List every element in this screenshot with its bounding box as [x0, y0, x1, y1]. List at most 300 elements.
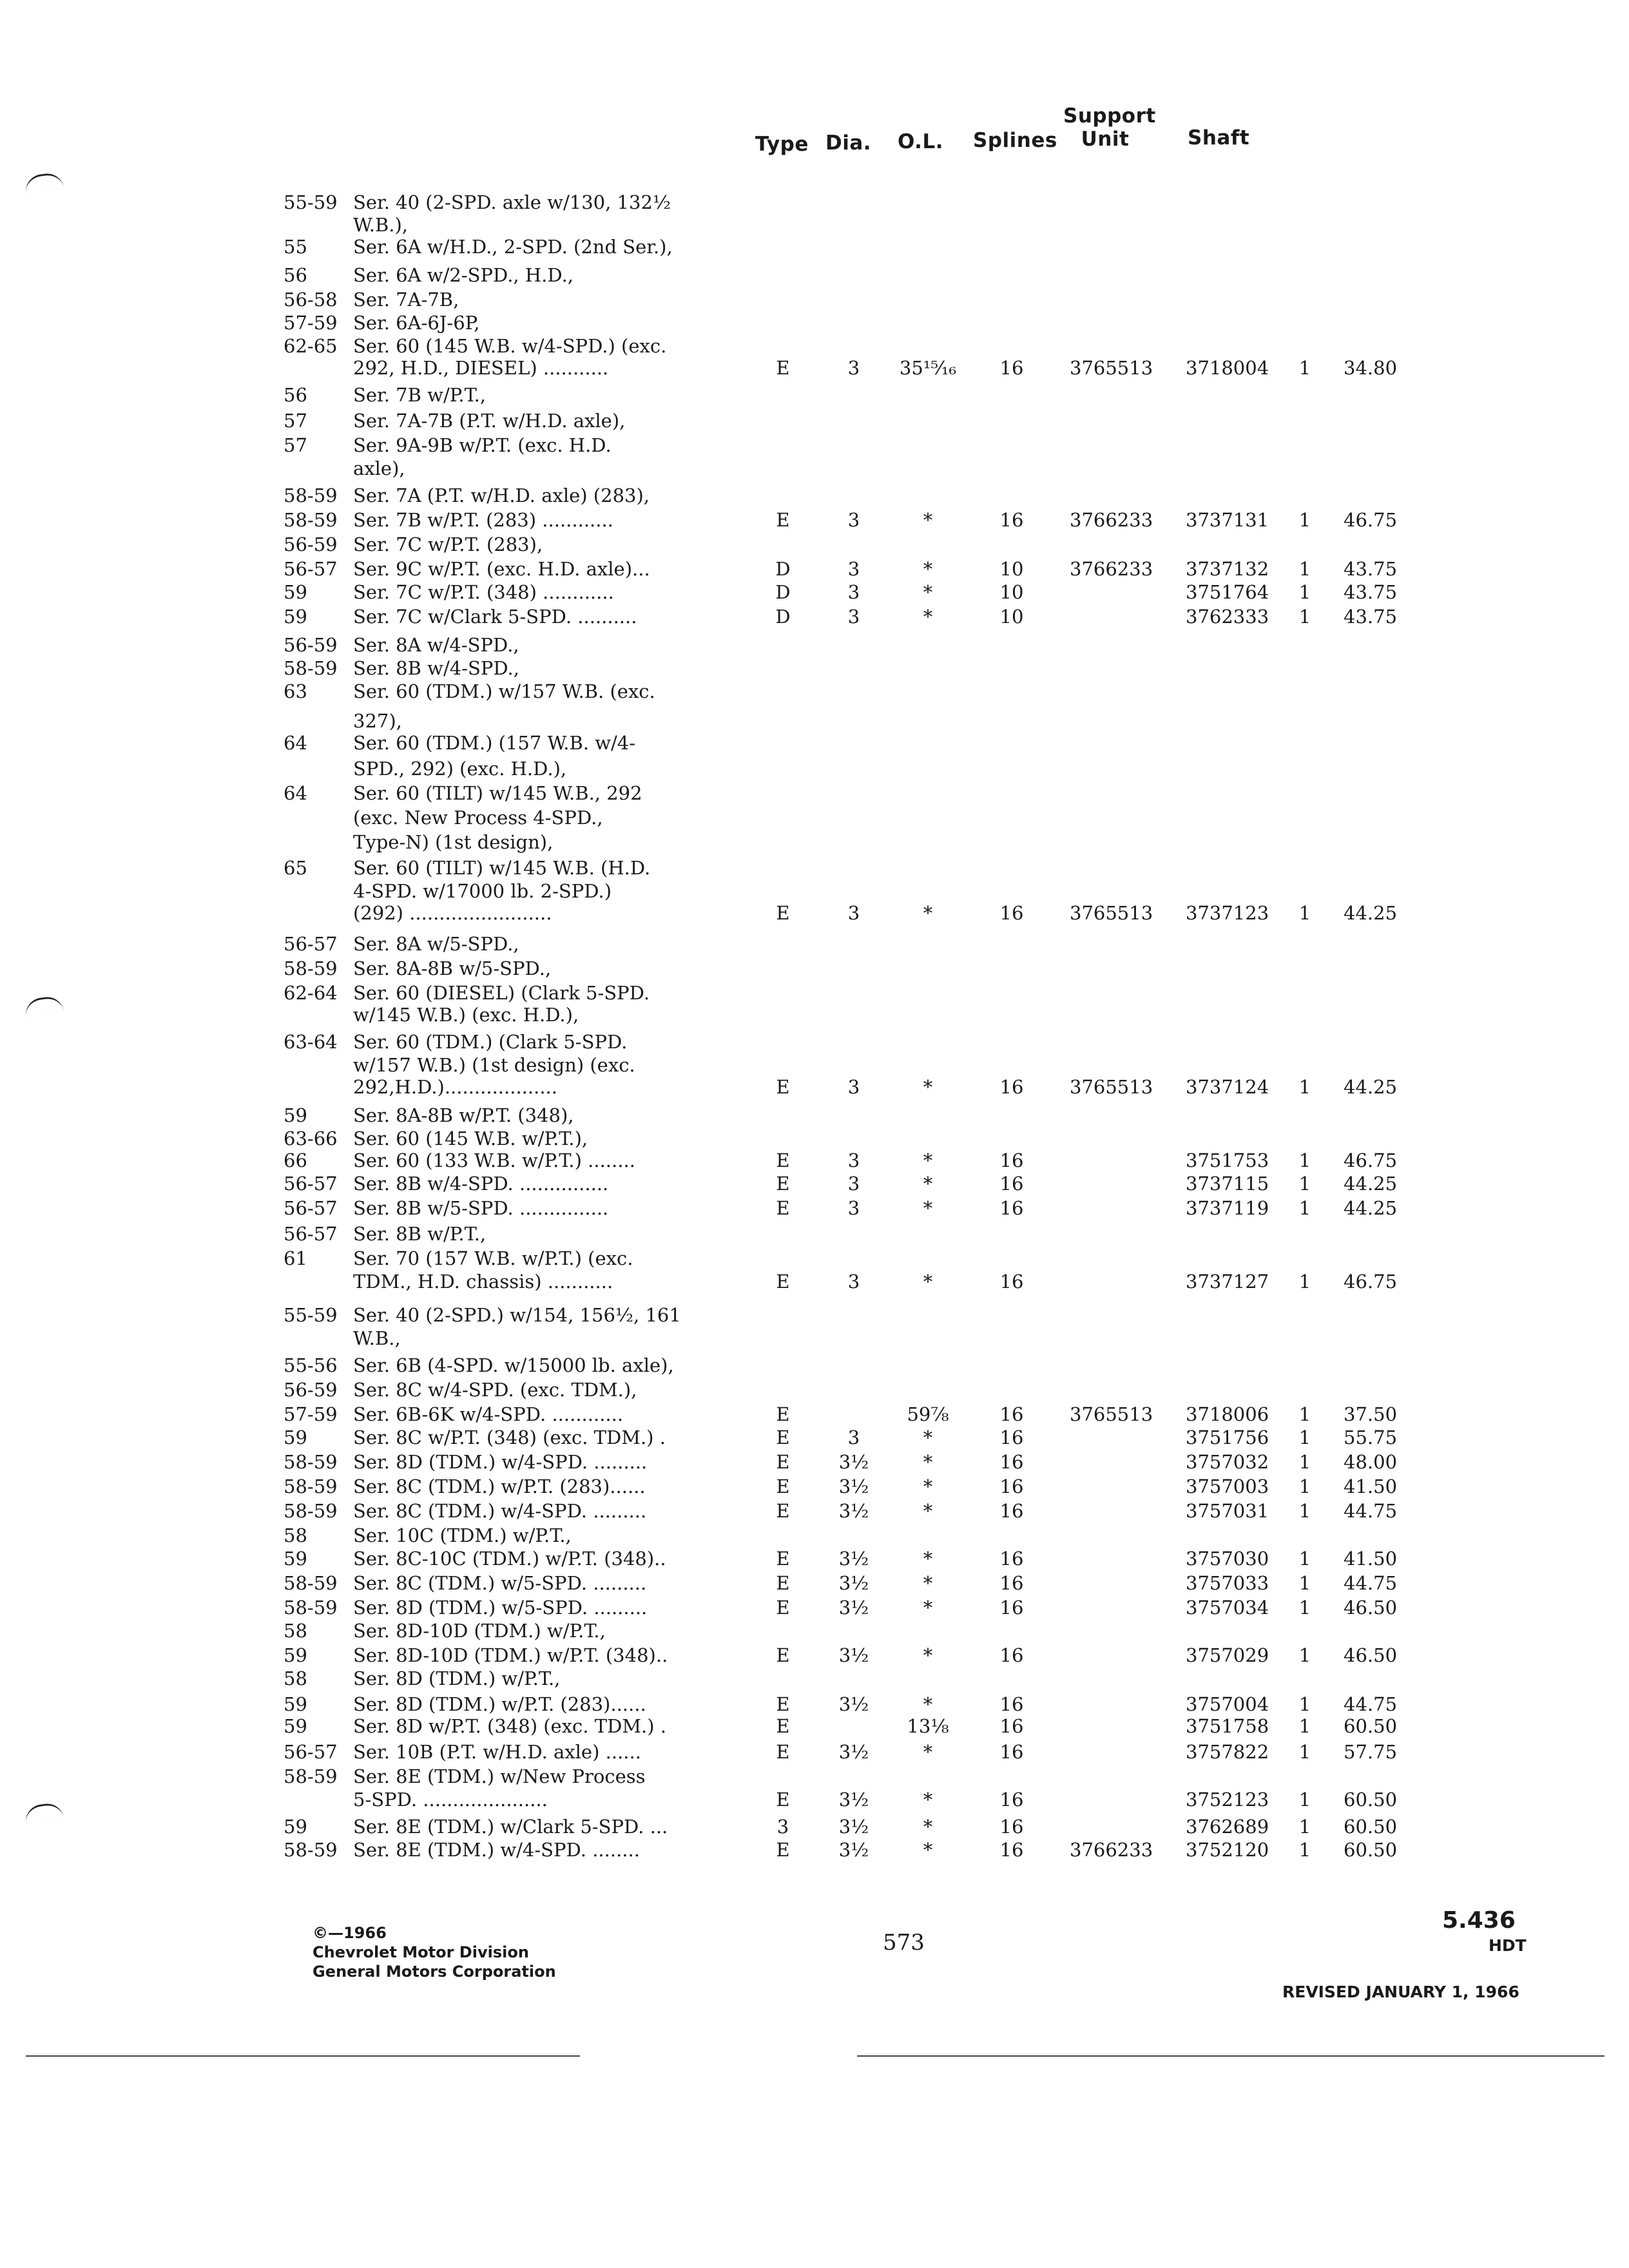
- row-year: 58: [284, 1620, 307, 1642]
- row-year: 62-64: [284, 982, 338, 1004]
- row-ol: *: [923, 1173, 933, 1195]
- row-dia: 3: [847, 902, 860, 924]
- row-dia: 3½: [838, 1693, 869, 1715]
- division-name: Chevrolet Motor Division: [313, 1943, 529, 1961]
- row-description: Ser. 7B w/P.T.,: [353, 384, 487, 406]
- row-splines: 16: [999, 1149, 1024, 1171]
- row-dia: 3: [847, 1427, 860, 1448]
- row-ol: *: [923, 581, 933, 603]
- row-description: Ser. 7A-7B,: [353, 289, 459, 311]
- row-shaft: 3757029: [1186, 1644, 1269, 1666]
- table-row: [0, 1196, 1629, 1222]
- row-splines: 16: [999, 1644, 1024, 1666]
- table-row: [0, 1246, 1629, 1272]
- row-qty: 1: [1298, 1741, 1311, 1763]
- row-type: E: [776, 1197, 790, 1219]
- table-row: [0, 235, 1629, 260]
- row-qty: 1: [1298, 1475, 1311, 1497]
- row-splines: 10: [999, 581, 1024, 603]
- row-qty: 1: [1298, 1572, 1311, 1594]
- row-price: 60.50: [1344, 1839, 1398, 1861]
- row-shaft: 3737119: [1186, 1197, 1269, 1219]
- table-row: [0, 1378, 1629, 1403]
- row-year: 58-59: [284, 1597, 338, 1619]
- row-ol: *: [923, 1693, 933, 1715]
- row-description: Ser. 60 (TDM.) (157 W.B. w/4-: [353, 732, 636, 754]
- row-shaft: 3737132: [1186, 558, 1269, 580]
- table-row: [0, 311, 1629, 336]
- row-year: 56-59: [284, 1379, 338, 1401]
- row-support-unit: 3765513: [1070, 1403, 1153, 1425]
- row-description: Ser. 8C (TDM.) w/5-SPD. .........: [353, 1572, 647, 1594]
- table-row: [0, 1643, 1629, 1669]
- row-type: E: [776, 1715, 790, 1737]
- row-price: 37.50: [1344, 1403, 1398, 1425]
- row-ol: *: [923, 1271, 933, 1293]
- table-row: [0, 1222, 1629, 1247]
- row-price: 43.75: [1344, 581, 1398, 603]
- table-row: [0, 1075, 1629, 1100]
- row-qty: 1: [1298, 1427, 1311, 1448]
- row-year: 59: [284, 606, 307, 628]
- table-row: [0, 1103, 1629, 1129]
- row-qty: 1: [1298, 1816, 1311, 1838]
- row-description: Ser. 60 (145 W.B. w/4-SPD.) (exc.: [353, 335, 667, 357]
- row-shaft: 3752120: [1186, 1839, 1269, 1861]
- row-description: axle),: [353, 457, 405, 479]
- row-ol: *: [923, 1597, 933, 1619]
- table-row: [0, 580, 1629, 606]
- table-row: [0, 1326, 1629, 1352]
- row-description: Ser. 10C (TDM.) w/P.T.,: [353, 1524, 572, 1546]
- footer-publisher: [313, 1923, 556, 1981]
- row-description: Ser. 8A-8B w/5-SPD.,: [353, 957, 552, 979]
- table-row: [0, 1474, 1629, 1500]
- row-year: 58: [284, 1524, 307, 1546]
- row-ol: 59⅞: [907, 1403, 949, 1425]
- row-splines: 16: [999, 1715, 1024, 1737]
- row-qty: 1: [1298, 1839, 1311, 1861]
- row-year: 59: [284, 1693, 307, 1715]
- row-ol: *: [923, 1741, 933, 1763]
- row-ol: *: [923, 1451, 933, 1473]
- table-row: [0, 1425, 1629, 1451]
- row-year: 58: [284, 1667, 307, 1689]
- table-row: [0, 1666, 1629, 1692]
- row-price: 44.75: [1344, 1572, 1398, 1594]
- row-description: SPD., 292) (exc. H.D.),: [353, 758, 567, 780]
- row-year: 56-57: [284, 1197, 338, 1219]
- row-dia: 3½: [838, 1548, 869, 1570]
- row-description: Ser. 60 (TDM.) (Clark 5-SPD.: [353, 1031, 628, 1053]
- table-row: [0, 1030, 1629, 1055]
- row-shaft: 3762333: [1186, 606, 1269, 628]
- row-description: Ser. 8A w/5-SPD.,: [353, 933, 519, 955]
- row-year: 58-59: [284, 1451, 338, 1473]
- row-dia: 3: [847, 1173, 860, 1195]
- row-price: 44.25: [1344, 1076, 1398, 1098]
- row-ol: *: [923, 558, 933, 580]
- row-type: E: [776, 1693, 790, 1715]
- row-dia: 3: [847, 509, 860, 531]
- row-qty: 1: [1298, 1197, 1311, 1219]
- row-description: W.B.),: [353, 214, 409, 236]
- row-qty: 1: [1298, 1271, 1311, 1293]
- row-qty: 1: [1298, 1076, 1311, 1098]
- corporation-name: General Motors Corporation: [313, 1963, 556, 1981]
- row-shaft: 3737124: [1186, 1076, 1269, 1098]
- row-splines: 16: [999, 1197, 1024, 1219]
- row-year: 58-59: [284, 485, 338, 506]
- row-type: E: [776, 902, 790, 924]
- row-qty: 1: [1298, 1149, 1311, 1171]
- table-row: [0, 1003, 1629, 1028]
- row-description: Ser. 40 (2-SPD. axle w/130, 132½: [353, 191, 671, 213]
- table-row: [0, 604, 1629, 630]
- row-dia: 3½: [838, 1572, 869, 1594]
- row-qty: 1: [1298, 357, 1311, 379]
- row-description: Ser. 8C-10C (TDM.) w/P.T. (348)..: [353, 1548, 666, 1570]
- table-row: [0, 1595, 1629, 1621]
- table-row: [0, 901, 1629, 927]
- row-year: 62-65: [284, 335, 338, 357]
- table-row: [0, 656, 1629, 682]
- table-row: [0, 1523, 1629, 1549]
- row-type: D: [775, 581, 791, 603]
- row-ol: *: [923, 1548, 933, 1570]
- row-dia: 3½: [838, 1475, 869, 1497]
- row-description: Ser. 8D-10D (TDM.) w/P.T. (348)..: [353, 1644, 668, 1666]
- row-year: 58-59: [284, 1475, 338, 1497]
- copyright: ©—1966: [313, 1924, 387, 1942]
- row-description: Ser. 8D (TDM.) w/5-SPD. .........: [353, 1597, 648, 1619]
- row-qty: 1: [1298, 1548, 1311, 1570]
- row-qty: 1: [1298, 1500, 1311, 1522]
- table-row: [0, 781, 1629, 807]
- row-year: 63: [284, 680, 307, 702]
- row-shaft: 3757004: [1186, 1693, 1269, 1715]
- row-type: E: [776, 1500, 790, 1522]
- row-shaft: 3751753: [1186, 1149, 1269, 1171]
- row-qty: 1: [1298, 1173, 1311, 1195]
- row-description: Ser. 7C w/P.T. (348) ............: [353, 581, 614, 603]
- row-splines: 16: [999, 902, 1024, 924]
- row-description: Ser. 60 (TDM.) w/157 W.B. (exc.: [353, 680, 655, 702]
- row-year: 57-59: [284, 312, 338, 334]
- row-type: E: [776, 509, 790, 531]
- row-year: 63-66: [284, 1128, 338, 1149]
- row-dia: 3½: [838, 1451, 869, 1473]
- row-support-unit: 3765513: [1070, 1076, 1153, 1098]
- row-splines: 16: [999, 1475, 1024, 1497]
- row-ol: *: [923, 1076, 933, 1098]
- row-qty: 1: [1298, 1715, 1311, 1737]
- row-ol: *: [923, 902, 933, 924]
- row-dia: 3: [847, 1197, 860, 1219]
- row-splines: 16: [999, 1500, 1024, 1522]
- table-row: [0, 287, 1629, 313]
- row-description: Ser. 10B (P.T. w/H.D. axle) ......: [353, 1741, 641, 1763]
- row-description: w/157 W.B.) (1st design) (exc.: [353, 1054, 635, 1076]
- row-shaft: 3737123: [1186, 902, 1269, 924]
- table-row: [0, 508, 1629, 533]
- row-description: Ser. 8A w/4-SPD.,: [353, 634, 519, 656]
- row-qty: 1: [1298, 606, 1311, 628]
- row-splines: 16: [999, 509, 1024, 531]
- row-shaft: 3737115: [1186, 1173, 1269, 1195]
- row-type: E: [776, 1076, 790, 1098]
- header-dia: Dia.: [825, 131, 872, 155]
- row-year: 58-59: [284, 1839, 338, 1861]
- row-description: w/145 W.B.) (exc. H.D.),: [353, 1004, 579, 1026]
- row-price: 55.75: [1344, 1427, 1398, 1448]
- table-row: [0, 1546, 1629, 1572]
- row-dia: 3: [847, 357, 860, 379]
- row-description: Ser. 6A-6J-6P,: [353, 312, 480, 334]
- row-ol: *: [923, 1149, 933, 1171]
- row-description: Ser. 8D w/P.T. (348) (exc. TDM.) .: [353, 1715, 666, 1737]
- row-description: Ser. 60 (133 W.B. w/P.T.) ........: [353, 1149, 635, 1171]
- table-row: [0, 956, 1629, 982]
- header-support-line1: Support: [1063, 104, 1156, 128]
- row-shaft: 3757030: [1186, 1548, 1269, 1570]
- row-ol: *: [923, 1475, 933, 1497]
- row-description: 292, H.D., DIESEL) ...........: [353, 357, 609, 379]
- row-ol: *: [923, 1816, 933, 1838]
- row-price: 44.25: [1344, 1173, 1398, 1195]
- row-splines: 10: [999, 558, 1024, 580]
- table-row: [0, 830, 1629, 856]
- row-price: 60.50: [1344, 1789, 1398, 1811]
- table-row: [0, 557, 1629, 582]
- row-description: Ser. 7A (P.T. w/H.D. axle) (283),: [353, 485, 650, 506]
- row-description: Ser. 7C w/Clark 5-SPD. ..........: [353, 606, 637, 628]
- header-support-unit: [1063, 104, 1156, 151]
- row-ol: *: [923, 606, 933, 628]
- row-description: Ser. 8B w/4-SPD.,: [353, 657, 519, 679]
- table-row: [0, 1838, 1629, 1863]
- row-description: Ser. 8A-8B w/P.T. (348),: [353, 1104, 574, 1126]
- row-shaft: 3751758: [1186, 1715, 1269, 1737]
- row-year: 57: [284, 434, 307, 456]
- row-dia: 3½: [838, 1741, 869, 1763]
- row-price: 41.50: [1344, 1475, 1398, 1497]
- row-splines: 16: [999, 1597, 1024, 1619]
- row-qty: 1: [1298, 1789, 1311, 1811]
- row-description: Ser. 6B-6K w/4-SPD. ............: [353, 1403, 624, 1425]
- row-year: 59: [284, 1715, 307, 1737]
- row-description: (292) ........................: [353, 902, 552, 924]
- row-shaft: 3737131: [1186, 509, 1269, 531]
- row-ol: *: [923, 1500, 933, 1522]
- row-year: 58-59: [284, 1765, 338, 1787]
- row-description: TDM., H.D. chassis) ...........: [353, 1271, 613, 1293]
- row-type: E: [776, 1475, 790, 1497]
- row-year: 59: [284, 1816, 307, 1838]
- row-type: D: [775, 558, 791, 580]
- row-type: E: [776, 1271, 790, 1293]
- row-description: Type-N) (1st design),: [353, 831, 554, 853]
- row-splines: 16: [999, 357, 1024, 379]
- row-dia: 3½: [838, 1644, 869, 1666]
- row-year: 66: [284, 1149, 307, 1171]
- row-price: 46.50: [1344, 1597, 1398, 1619]
- row-year: 56: [284, 384, 307, 406]
- row-shaft: 3762689: [1186, 1816, 1269, 1838]
- row-description: Ser. 8E (TDM.) w/Clark 5-SPD. ...: [353, 1816, 668, 1838]
- row-ol: *: [923, 1427, 933, 1448]
- row-support-unit: 3766233: [1070, 1839, 1153, 1861]
- row-price: 43.75: [1344, 606, 1398, 628]
- header-support-line2: Unit: [1081, 128, 1130, 151]
- row-description: Ser. 8D (TDM.) w/P.T.,: [353, 1667, 561, 1689]
- row-description: Ser. 8D (TDM.) w/P.T. (283)......: [353, 1693, 646, 1715]
- row-year: 64: [284, 732, 307, 754]
- row-year: 59: [284, 1104, 307, 1126]
- row-splines: 16: [999, 1816, 1024, 1838]
- header-splines: Splines: [973, 129, 1057, 152]
- table-row: [0, 433, 1629, 459]
- row-description: Ser. 8C w/4-SPD. (exc. TDM.),: [353, 1379, 637, 1401]
- table-row: [0, 1148, 1629, 1174]
- table-row: [0, 932, 1629, 957]
- row-splines: 10: [999, 606, 1024, 628]
- row-splines: 16: [999, 1173, 1024, 1195]
- row-year: 58-59: [284, 957, 338, 979]
- row-year: 56-57: [284, 1741, 338, 1763]
- row-dia: 3½: [838, 1839, 869, 1861]
- row-shaft: 3751756: [1186, 1427, 1269, 1448]
- row-dia: 3: [847, 606, 860, 628]
- row-type: E: [776, 1741, 790, 1763]
- table-row: [0, 408, 1629, 434]
- row-type: E: [776, 1427, 790, 1448]
- row-description: (exc. New Process 4-SPD.,: [353, 807, 603, 829]
- row-splines: 16: [999, 1741, 1024, 1763]
- row-ol: *: [923, 1839, 933, 1861]
- page-number: 573: [883, 1930, 925, 1956]
- row-description: Ser. 8B w/5-SPD. ...............: [353, 1197, 609, 1219]
- row-price: 44.25: [1344, 1197, 1398, 1219]
- row-splines: 16: [999, 1403, 1024, 1425]
- table-row: [0, 1814, 1629, 1840]
- table-row: [0, 679, 1629, 705]
- row-type: E: [776, 1839, 790, 1861]
- row-year: 59: [284, 1548, 307, 1570]
- row-ol: 13⅛: [907, 1715, 949, 1737]
- bottom-rule: [26, 2055, 580, 2057]
- row-year: 58-59: [284, 509, 338, 531]
- row-description: Ser. 60 (DIESEL) (Clark 5-SPD.: [353, 982, 650, 1004]
- row-shaft: 3757003: [1186, 1475, 1269, 1497]
- row-price: 46.75: [1344, 1271, 1398, 1293]
- table-row: [0, 1402, 1629, 1428]
- row-ol: *: [923, 509, 933, 531]
- row-year: 56-57: [284, 1173, 338, 1195]
- row-price: 44.75: [1344, 1500, 1398, 1522]
- row-price: 46.50: [1344, 1644, 1398, 1666]
- row-type: E: [776, 1789, 790, 1811]
- row-shaft: 3737127: [1186, 1271, 1269, 1293]
- row-dia: 3½: [838, 1500, 869, 1522]
- row-year: 59: [284, 1644, 307, 1666]
- row-year: 59: [284, 1427, 307, 1448]
- row-year: 56: [284, 264, 307, 286]
- row-price: 57.75: [1344, 1741, 1398, 1763]
- row-splines: 16: [999, 1548, 1024, 1570]
- table-row: [0, 1619, 1629, 1644]
- row-dia: 3: [847, 1149, 860, 1171]
- row-description: 4-SPD. w/17000 lb. 2-SPD.): [353, 880, 612, 902]
- row-splines: 16: [999, 1572, 1024, 1594]
- row-ol: 35¹⁵⁄₁₆: [899, 357, 957, 379]
- row-description: Ser. 8B w/4-SPD. ...............: [353, 1173, 609, 1195]
- table-row: [0, 756, 1629, 782]
- table-row: [0, 1714, 1629, 1740]
- row-description: Ser. 6A w/H.D., 2-SPD. (2nd Ser.),: [353, 236, 673, 258]
- row-price: 46.75: [1344, 1149, 1398, 1171]
- row-shaft: 3757822: [1186, 1741, 1269, 1763]
- row-year: 58-59: [284, 1500, 338, 1522]
- row-dia: 3½: [838, 1597, 869, 1619]
- table-row: [0, 456, 1629, 482]
- row-description: Ser. 70 (157 W.B. w/P.T.) (exc.: [353, 1247, 633, 1269]
- row-splines: 16: [999, 1693, 1024, 1715]
- table-row: [0, 1171, 1629, 1197]
- row-description: 292,H.D.)...................: [353, 1076, 557, 1098]
- row-dia: 3: [847, 581, 860, 603]
- row-description: Ser. 8E (TDM.) w/4-SPD. ........: [353, 1839, 640, 1861]
- row-description: Ser. 60 (TILT) w/145 W.B. (H.D.: [353, 857, 651, 879]
- table-row: [0, 1303, 1629, 1329]
- row-price: 44.25: [1344, 902, 1398, 924]
- row-year: 59: [284, 581, 307, 603]
- row-type: E: [776, 1572, 790, 1594]
- row-type: E: [776, 1548, 790, 1570]
- row-type: E: [776, 1149, 790, 1171]
- row-qty: 1: [1298, 1403, 1311, 1425]
- row-description: Ser. 8C (TDM.) w/P.T. (283)......: [353, 1475, 646, 1497]
- row-price: 48.00: [1344, 1451, 1398, 1473]
- row-price: 60.50: [1344, 1816, 1398, 1838]
- row-description: Ser. 7B w/P.T. (283) ............: [353, 509, 613, 531]
- row-price: 34.80: [1344, 357, 1398, 379]
- row-shaft: 3751764: [1186, 581, 1269, 603]
- row-type: E: [776, 1173, 790, 1195]
- row-description: Ser. 9A-9B w/P.T. (exc. H.D.: [353, 434, 612, 456]
- row-description: Ser. 8C w/P.T. (348) (exc. TDM.) .: [353, 1427, 666, 1448]
- row-year: 55-56: [284, 1354, 338, 1376]
- row-description: Ser. 8D-10D (TDM.) w/P.T.,: [353, 1620, 606, 1642]
- table-row: [0, 1740, 1629, 1765]
- row-dia: 3: [847, 558, 860, 580]
- row-price: 41.50: [1344, 1548, 1398, 1570]
- table-row: [0, 190, 1629, 216]
- row-description: Ser. 8C (TDM.) w/4-SPD. .........: [353, 1500, 647, 1522]
- row-description: Ser. 60 (TILT) w/145 W.B., 292: [353, 782, 642, 804]
- row-qty: 1: [1298, 1693, 1311, 1715]
- row-description: Ser. 6B (4-SPD. w/15000 lb. axle),: [353, 1354, 674, 1376]
- row-qty: 1: [1298, 509, 1311, 531]
- row-qty: 1: [1298, 902, 1311, 924]
- row-shaft: 3718006: [1186, 1403, 1269, 1425]
- table-row: [0, 356, 1629, 381]
- row-year: 58-59: [284, 657, 338, 679]
- table-row: [0, 1571, 1629, 1597]
- row-qty: 1: [1298, 581, 1311, 603]
- row-splines: 16: [999, 1789, 1024, 1811]
- row-description: Ser. 7A-7B (P.T. w/H.D. axle),: [353, 410, 626, 432]
